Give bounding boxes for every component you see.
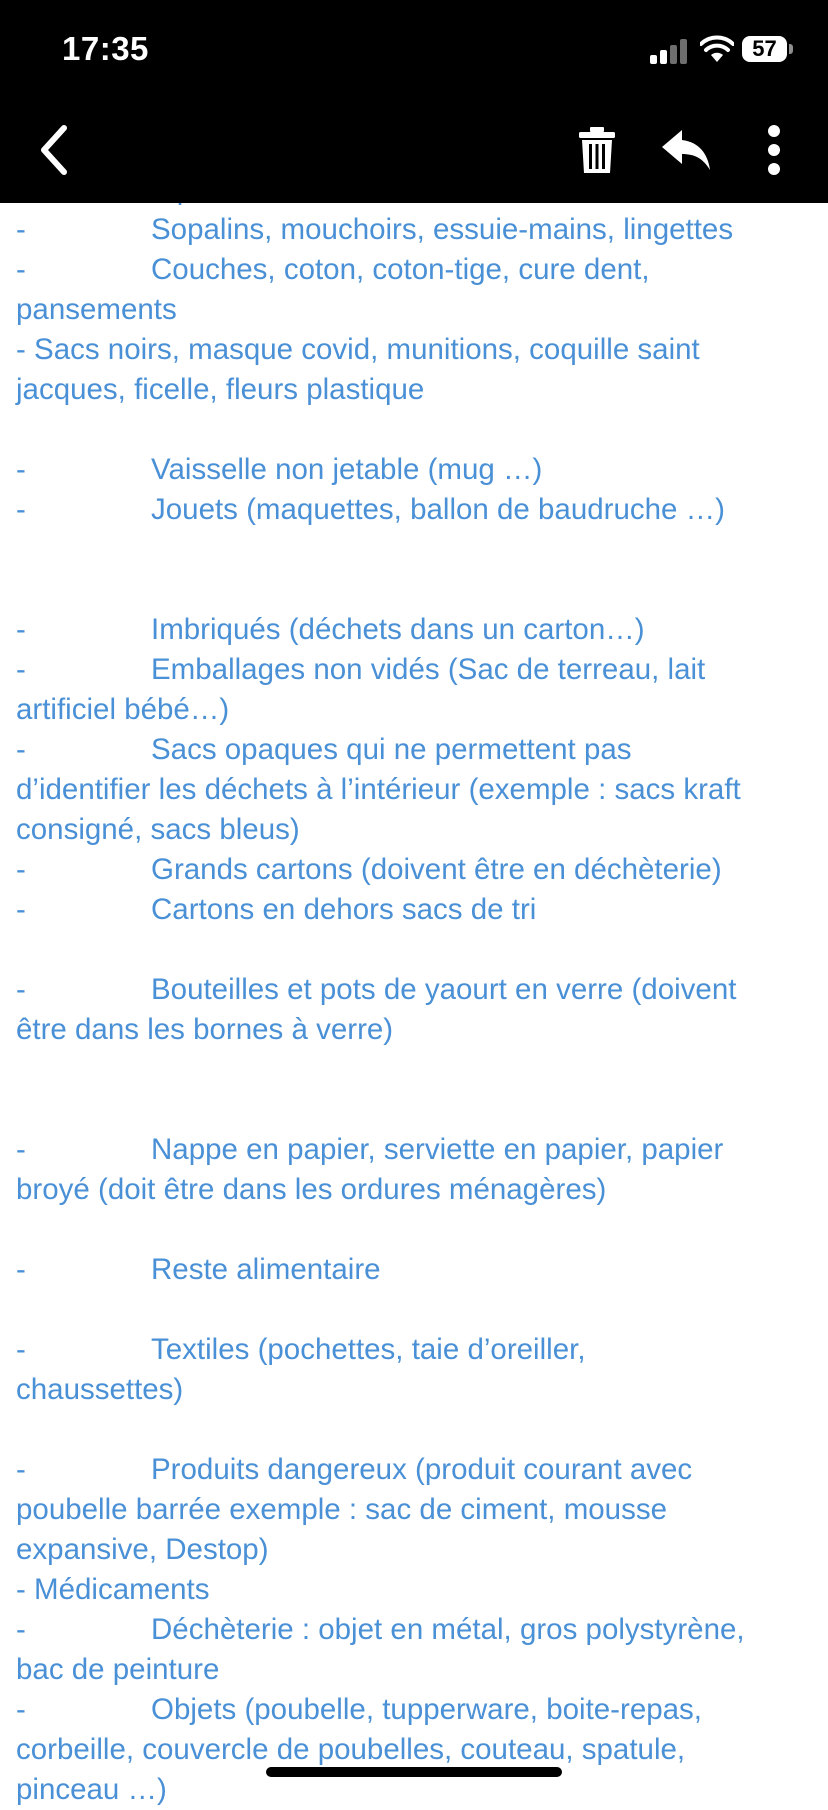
- bullet-dash: -: [16, 1693, 26, 1726]
- signal-icon: [650, 38, 690, 64]
- email-line: [16, 1650, 816, 1690]
- email-line: [16, 570, 816, 610]
- email-line: [16, 530, 816, 570]
- email-body: [16, 170, 816, 1810]
- email-line-text: chaussettes): [16, 1373, 184, 1406]
- email-line-text: Emballages non vidés (Sac de terreau, lait: [151, 653, 706, 686]
- email-line: [16, 1610, 816, 1650]
- email-line-text: Objets (poubelle, tupperware, boite-repas,: [151, 1693, 702, 1726]
- status-time: 17:35: [62, 30, 149, 67]
- email-line: [16, 450, 816, 490]
- battery-tip: [789, 44, 793, 54]
- email-line: [16, 1330, 816, 1370]
- email-line: [16, 1530, 816, 1570]
- email-line-text: Cartons en dehors sacs de tri: [151, 893, 537, 926]
- bullet-dash: -: [16, 653, 26, 686]
- email-line-text: jacques, ficelle, fleurs plastique: [16, 373, 425, 406]
- email-line-text: - Médicaments: [16, 1573, 210, 1606]
- email-line-text: expansive, Destop): [16, 1533, 269, 1566]
- email-line-text: pinceau …): [16, 1773, 167, 1806]
- email-line-text: Reste alimentaire: [151, 1253, 381, 1286]
- email-line: [16, 850, 816, 890]
- email-line: [16, 1570, 816, 1610]
- chevron-left-icon[interactable]: [36, 122, 72, 178]
- email-line-text: Vaisselle non jetable (mug …): [151, 453, 543, 486]
- bullet-dash: -: [16, 493, 26, 526]
- email-line: [16, 810, 816, 850]
- email-line-text: Imbriqués (déchets dans un carton…): [151, 613, 645, 646]
- email-line: [16, 1290, 816, 1330]
- email-line-text: artificiel bébé…): [16, 693, 230, 726]
- email-line: [16, 250, 816, 290]
- email-line: [16, 1250, 816, 1290]
- email-line: [16, 1090, 816, 1130]
- bullet-dash: -: [16, 1613, 26, 1646]
- bullet-dash: -: [16, 613, 26, 646]
- email-line-text: Bouteilles et pots de yaourt en verre (doivent: [151, 973, 737, 1006]
- email-line: [16, 1450, 816, 1490]
- email-line-text: Déchèterie : objet en métal, gros polystyrène,: [151, 1613, 745, 1646]
- reply-icon[interactable]: [660, 127, 712, 173]
- email-line-text: Jouets (maquettes, ballon de baudruche …): [151, 493, 725, 526]
- bullet-dash: -: [16, 733, 26, 766]
- email-line-text: poubelle barrée exemple : sac de ciment, mousse: [16, 1493, 667, 1526]
- email-line-text: Sacs opaques qui ne permettent pas: [151, 733, 632, 766]
- email-line-text: Sopalins, mouchoirs, essuie-mains, lingettes: [151, 213, 734, 246]
- email-line: [16, 1730, 816, 1770]
- email-line: [16, 1690, 816, 1730]
- email-line: [16, 930, 816, 970]
- email-line-text: Couches, coton, coton-tige, cure dent,: [151, 253, 650, 286]
- bullet-dash: -: [16, 853, 26, 886]
- bullet-dash: -: [16, 1133, 26, 1166]
- more-vertical-icon[interactable]: [765, 124, 783, 176]
- email-line-text: Produits dangereux (produit courant avec: [151, 1453, 693, 1486]
- email-line-text: d’identifier les déchets à l’intérieur (exemple : sacs kraft: [16, 773, 741, 806]
- battery-indicator: 57: [742, 36, 787, 62]
- trash-icon[interactable]: [577, 125, 617, 175]
- bullet-dash: -: [16, 253, 26, 286]
- bullet-dash: -: [16, 893, 26, 926]
- bullet-dash: -: [16, 453, 26, 486]
- wifi-icon: [700, 34, 734, 64]
- email-line: [16, 1370, 816, 1410]
- bullet-dash: -: [16, 1333, 26, 1366]
- bullet-dash: -: [16, 213, 26, 246]
- email-line: [16, 1130, 816, 1170]
- email-line: [16, 770, 816, 810]
- bullet-dash: -: [16, 973, 26, 1006]
- email-line: [16, 1010, 816, 1050]
- email-line: [16, 970, 816, 1010]
- email-line: [16, 290, 816, 330]
- email-line: [16, 730, 816, 770]
- email-line: [16, 1050, 816, 1090]
- home-indicator[interactable]: [266, 1767, 562, 1777]
- email-line-text: Nappe en papier, serviette en papier, papier: [151, 1133, 724, 1166]
- email-line-text: consigné, sacs bleus): [16, 813, 300, 846]
- email-line: [16, 370, 816, 410]
- email-line-text: Grands cartons (doivent être en déchèterie): [151, 853, 722, 886]
- email-line: [16, 650, 816, 690]
- email-line-text: corbeille, couvercle de poubelles, couteau, spatule,: [16, 1733, 686, 1766]
- email-line: [16, 1410, 816, 1450]
- email-line-text: - Sacs noirs, masque covid, munitions, coquille saint: [16, 333, 700, 366]
- email-line: [16, 210, 816, 250]
- email-line: [16, 330, 816, 370]
- email-line: [16, 890, 816, 930]
- email-line: [16, 610, 816, 650]
- email-line: [16, 1210, 816, 1250]
- email-line-text: être dans les bornes à verre): [16, 1013, 394, 1046]
- email-line: [16, 410, 816, 450]
- email-line-text: pansements: [16, 293, 177, 326]
- email-line: [16, 490, 816, 530]
- bullet-dash: -: [16, 1453, 26, 1486]
- top-bar: [0, 0, 828, 203]
- email-line-text: broyé (doit être dans les ordures ménagères): [16, 1173, 607, 1206]
- bullet-dash: -: [16, 1253, 26, 1286]
- email-line: [16, 1490, 816, 1530]
- email-line-text: bac de peinture: [16, 1653, 220, 1686]
- email-line: [16, 1170, 816, 1210]
- email-line: [16, 690, 816, 730]
- email-line-text: Textiles (pochettes, taie d’oreiller,: [151, 1333, 586, 1366]
